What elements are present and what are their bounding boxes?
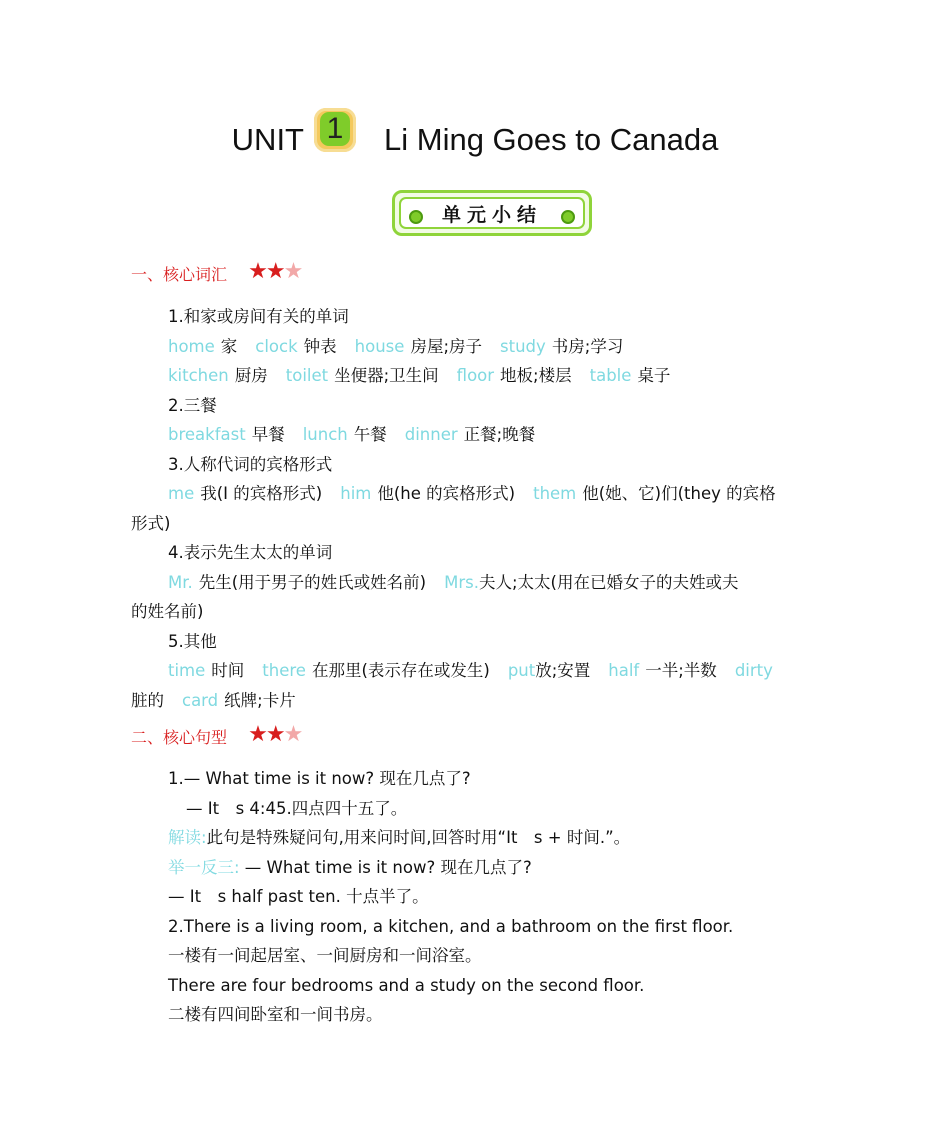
unit-number-badge: [314, 108, 356, 152]
banner-label: 单元小结: [441, 204, 542, 226]
vocab-meaning: 房屋;房子: [410, 337, 482, 356]
star-half-icon: ★: [283, 721, 304, 747]
vocab-meaning: 在那里(表示存在或发生): [311, 661, 490, 680]
vocab-meaning: 早餐: [251, 425, 285, 444]
vocab-meaning: 桌子: [637, 366, 671, 385]
sentence-line: 1.— What time is it now? 现在几点了?: [168, 769, 471, 788]
vocab-word: them: [533, 484, 577, 503]
vocab-word: time: [168, 661, 206, 680]
sentence-line: — It s 4:45.四点四十五了。: [186, 799, 408, 818]
group-title: 3.人称代词的宾格形式: [168, 455, 333, 474]
vocab-meaning: 脏的: [131, 691, 164, 710]
section-heading-text: 一、核心词汇: [131, 265, 228, 284]
star-full-icon: ★: [265, 258, 286, 284]
vocab-meaning: 家: [220, 337, 238, 356]
vocab-line-continued: 形式): [131, 514, 171, 533]
vocab-meaning: 钟表: [303, 337, 337, 356]
section-heading-text: 二、核心句型: [131, 728, 228, 747]
vocab-word: clock: [255, 337, 298, 356]
vocab-word: Mr.: [168, 573, 193, 592]
explanation-label: 解读:: [168, 828, 207, 847]
vocab-word: study: [500, 337, 546, 356]
star-full-icon: ★: [248, 721, 268, 747]
vocab-line: [168, 482, 776, 506]
explanation-line: [168, 826, 630, 850]
vocab-word: dinner: [404, 425, 458, 444]
vocab-meaning: 我(I 的宾格形式): [200, 484, 323, 503]
vocab-meaning: 他(她、它)们(they 的宾格: [582, 484, 776, 503]
banner-inner-frame: [399, 197, 585, 229]
sentence-translation: 二楼有四间卧室和一间书房。: [168, 1005, 383, 1024]
green-dot-icon: [561, 210, 575, 224]
vocab-word: me: [168, 484, 195, 503]
group-title: 1.和家或房间有关的单词: [168, 307, 349, 326]
vocab-meaning: 一半;半数: [645, 661, 717, 680]
vocab-line: [168, 423, 535, 447]
vocab-word: lunch: [302, 425, 348, 444]
star-full-icon: ★: [248, 258, 268, 284]
vocab-word: kitchen: [168, 366, 229, 385]
explanation-text: 此句是特殊疑问句,用来问时间,回答时用“It s + 时间.”。: [206, 828, 631, 847]
vocab-word: toilet: [285, 366, 329, 385]
vocab-word: put: [507, 661, 536, 680]
section-heading-sentences: [131, 721, 304, 751]
star-rating: [248, 258, 304, 286]
vocab-word: house: [354, 337, 405, 356]
vocab-meaning: 书房;学习: [551, 337, 624, 356]
practice-label: 举一反三:: [168, 858, 240, 877]
sentence-line: There are four bedrooms and a study on the second floor.: [168, 976, 645, 995]
vocab-meaning: 坐便器;卫生间: [334, 366, 439, 385]
vocab-meaning: 地板;楼层: [500, 366, 572, 385]
vocab-word: there: [262, 661, 306, 680]
vocab-word: him: [340, 484, 372, 503]
vocab-meaning: 先生(用于男子的姓氏或姓名前): [198, 573, 427, 592]
vocab-meaning: 厨房: [234, 366, 268, 385]
star-half-icon: ★: [283, 258, 304, 284]
vocab-word: dirty: [734, 661, 773, 680]
vocab-word: floor: [456, 366, 495, 385]
vocab-word: breakfast: [168, 425, 246, 444]
sentence-translation: 一楼有一间起居室、一间厨房和一间浴室。: [168, 946, 482, 965]
vocab-word: half: [608, 661, 640, 680]
practice-text: — What time is it now? 现在几点了?: [239, 858, 532, 877]
vocab-word: table: [589, 366, 632, 385]
vocab-meaning: 纸牌;卡片: [224, 691, 296, 710]
unit-label: UNIT: [231, 121, 304, 157]
unit-number: 1: [320, 112, 350, 146]
vocab-line: [168, 335, 623, 359]
practice-line: [168, 856, 532, 880]
vocab-line: [168, 659, 773, 683]
group-title: 5.其他: [168, 632, 217, 651]
group-title: 4.表示先生太太的单词: [168, 543, 333, 562]
vocab-meaning: 夫人;太太(用在已婚女子的夫姓或夫: [479, 573, 739, 592]
vocab-line-continued: 的姓名前): [131, 602, 204, 621]
vocab-meaning: 他(he 的宾格形式): [377, 484, 516, 503]
unit-summary-banner: [392, 190, 592, 236]
vocab-meaning: 时间: [211, 661, 245, 680]
vocab-meaning: 午餐: [353, 425, 387, 444]
unit-name: Li Ming Goes to Canada: [384, 121, 719, 157]
sentence-line: 2.There is a living room, a kitchen, and a bathroom on the first floor.: [168, 917, 734, 936]
group-title: 2.三餐: [168, 396, 217, 415]
vocab-meaning: 正餐;晚餐: [463, 425, 536, 444]
star-rating: [248, 721, 304, 749]
vocab-line-continued: [131, 689, 296, 713]
star-full-icon: ★: [265, 721, 286, 747]
vocab-meaning: 放;安置: [535, 661, 591, 680]
sentence-line: — It s half past ten. 十点半了。: [168, 887, 429, 906]
section-heading-vocabulary: [131, 258, 304, 288]
vocab-word: home: [168, 337, 215, 356]
vocab-line: [168, 364, 670, 388]
vocab-line: [168, 571, 739, 595]
vocab-word: Mrs.: [444, 573, 479, 592]
page-title: [0, 108, 950, 168]
vocab-word: card: [182, 691, 219, 710]
